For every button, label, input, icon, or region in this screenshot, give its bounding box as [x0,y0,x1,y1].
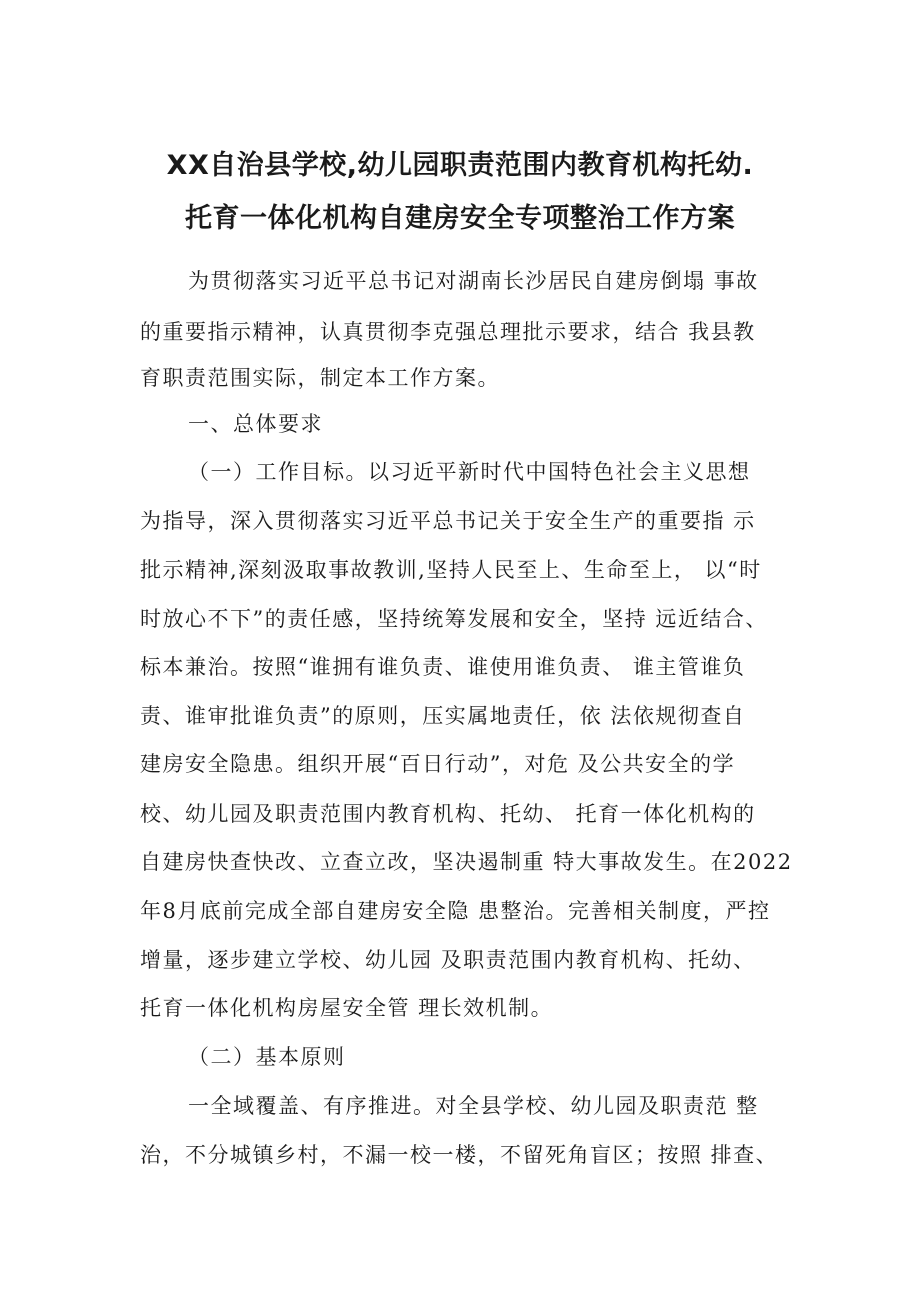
paragraph-intro-line: 的重要指示精神，认真贯彻李克强总理批示要求，结合 我县教 [140,320,756,344]
paragraph-goal-line: 为指导，深入贯彻落实习近平总书记关于安全生产的重要指 示 [140,509,756,533]
paragraph-goal-line: 建房安全隐患。组织开展“百日行动”，对危 及公共安全的学 [140,752,736,776]
paragraph-intro-line: 为贯彻落实习近平总书记对湖南长沙居民自建房倒塌 事故 [188,269,759,293]
document-title-line-1: XX自治县学校,幼儿园职责范围内教育机构托幼. [166,150,754,181]
paragraph-goal-line: 校、幼儿园及职责范围内教育机构、托幼、 托育一体化机构的 [140,802,756,826]
paragraph-goal-line: 标本兼治。按照“谁拥有谁负责、谁使用谁负责、 谁主管谁负 [140,655,746,679]
section-heading: 一、总体要求 [188,412,323,436]
paragraph-goal-line: 托育一体化机构房屋安全管 理长效机制。 [140,996,554,1020]
paragraph-principle-line: 一全域覆盖、有序推进。对全县学校、幼儿园及职责范 整 [188,1094,759,1118]
paragraph-goal-line: 增量，逐步建立学校、幼儿园 及职责范围内教育机构、托幼、 [140,948,756,972]
paragraph-intro-line: 育职责范围实际，制定本工作方案。 [140,366,500,390]
paragraph-goal-line: 年8月底前完成全部自建房安全隐 患整治。完善相关制度，严控 [140,899,771,923]
paragraph-goal-line: 自建房快查快改、立查立改，坚决遏制重 特大事故发生。在2022 [140,850,793,874]
paragraph-goal-line: 时放心不下”的责任感，坚持统筹发展和安全，坚持 远近结合、 [140,607,768,631]
paragraph-goal-line: （一）工作目标。以习近平新时代中国特色社会主义思想 [188,460,751,484]
paragraph-goal-line: 责、谁审批谁负责”的原则，压实属地责任，依 法依规彻查自 [140,704,746,728]
paragraph-goal-line: 批示精神,深刻汲取事故教训,坚持人民至上、生命至上， 以“时 [140,558,762,582]
document-title-line-2: 托育一体化机构自建房安全专项整治工作方案 [185,203,735,234]
subsection-heading: （二）基本原则 [188,1045,346,1069]
paragraph-principle-line: 治，不分城镇乡村，不漏一校一楼，不留死角盲区；按照 排查、 [140,1143,779,1167]
